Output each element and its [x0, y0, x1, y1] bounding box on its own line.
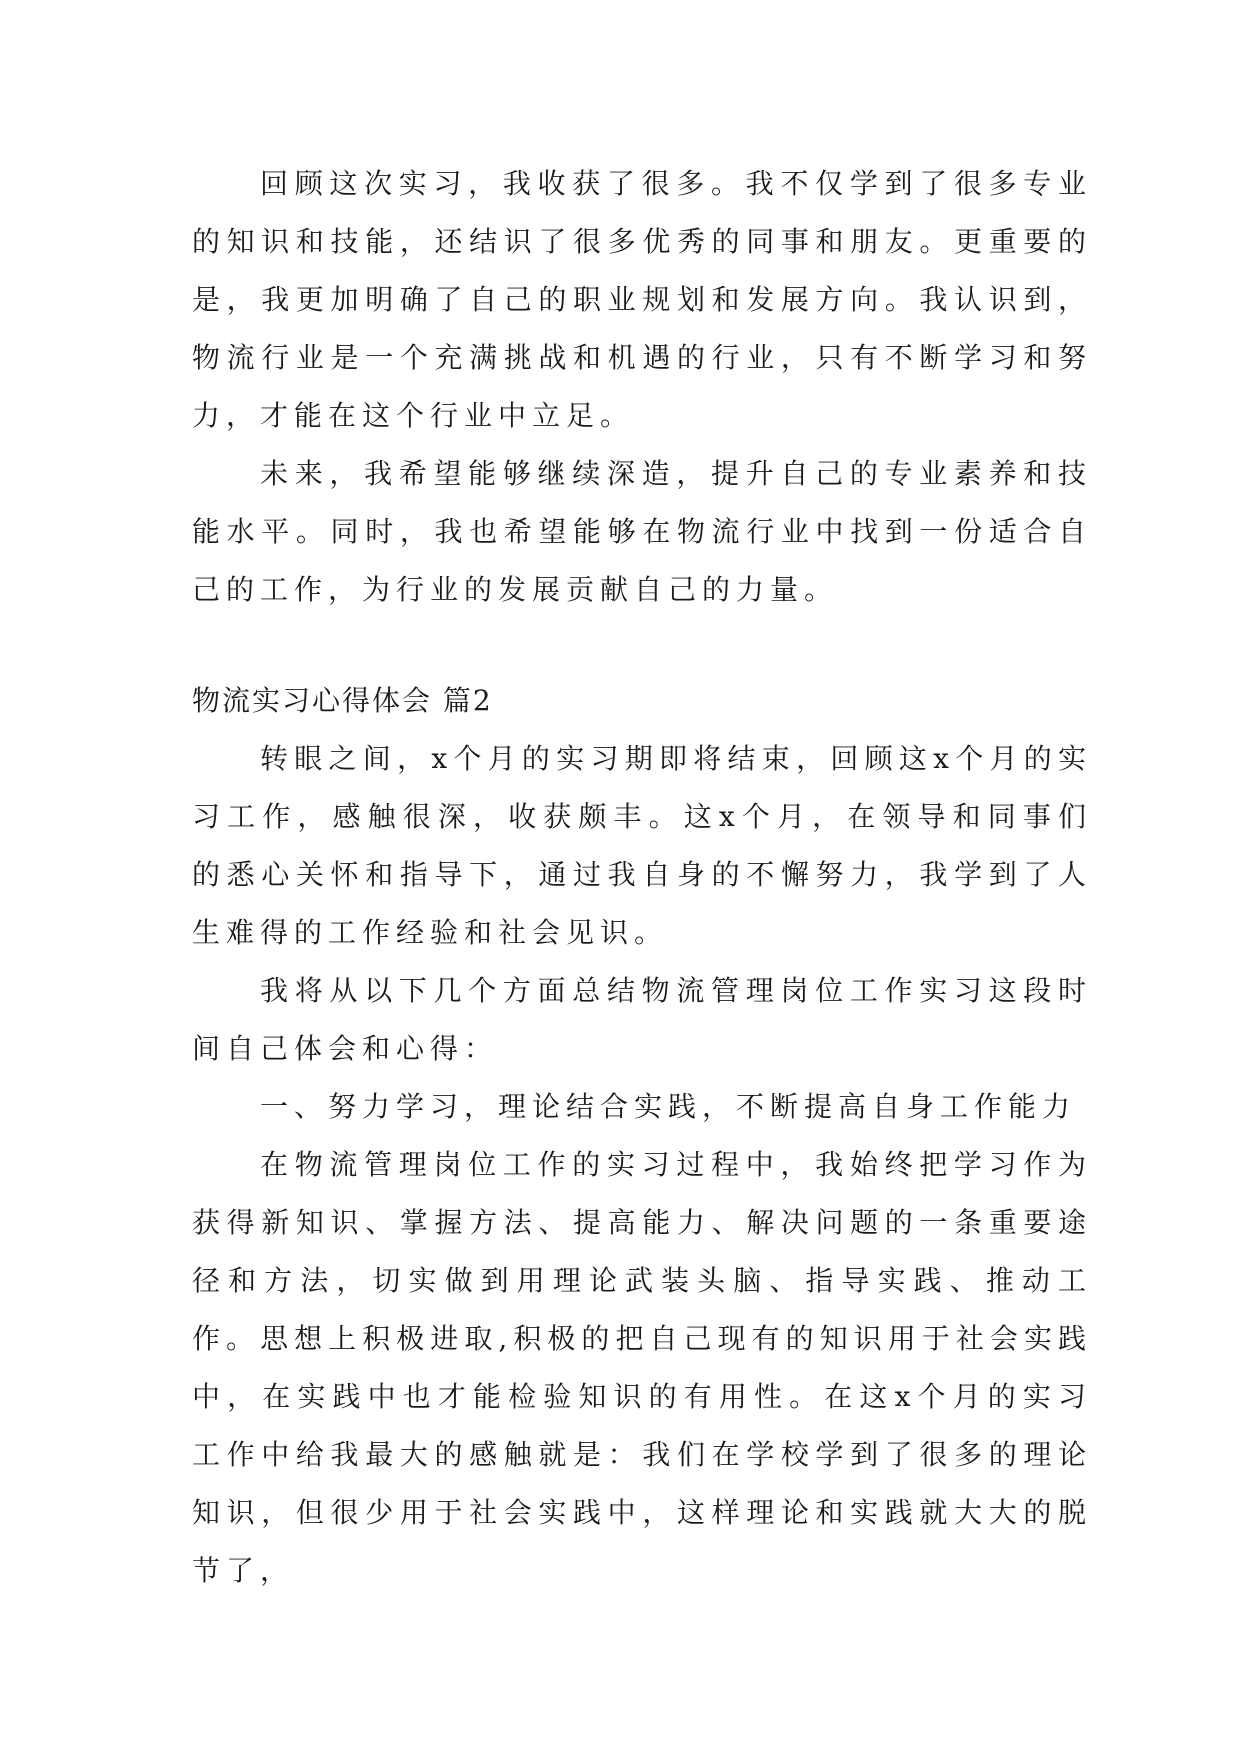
paragraph-intro: 转眼之间，x个月的实习期即将结束，回顾这x个月的实习工作，感触很深，收获颇丰。这x个月，在领导和同事们的悉心关怀和指导下，通过我自身的不懈努力，我学到了人生难得的工作经验和社会见识。	[192, 742, 1092, 949]
paragraph-summary-lead: 我将从以下几个方面总结物流管理岗位工作实习这段时间自己体会和心得：	[192, 974, 1092, 1065]
paragraph-subheading-one: 一、努力学习，理论结合实践，不断提高自身工作能力	[260, 1090, 1077, 1123]
document-body	[192, 155, 1092, 1600]
paragraph-future: 未来，我希望能够继续深造，提升自己的专业素养和技能水平。同时，我也希望能够在物流行业中找到一份适合自己的工作，为行业的发展贡献自己的力量。	[192, 457, 1092, 606]
paragraph-review: 回顾这次实习，我收获了很多。我不仅学到了很多专业的知识和技能，还结识了很多优秀的同事和朋友。更重要的是，我更加明确了自己的职业规划和发展方向。我认识到，物流行业是一个充满挑战和机遇的行业，只有不断学习和努力，才能在这个行业中立足。	[192, 167, 1092, 432]
section-heading: 物流实习心得体会 篇2	[192, 684, 493, 717]
paragraph-study: 在物流管理岗位工作的实习过程中，我始终把学习作为获得新知识、掌握方法、提高能力、解决问题的一条重要途径和方法，切实做到用理论武装头脑、指导实践、推动工作。思想上积极进取,积极的把自己现有的知识用于社会实践中，在实践中也才能检验知识的有用性。在这x个月的实习工作中给我最大的感触就是：我们在学校学到了很多的理论知识，但很少用于社会实践中，这样理论和实践就大大的脱节了，	[192, 1148, 1092, 1587]
